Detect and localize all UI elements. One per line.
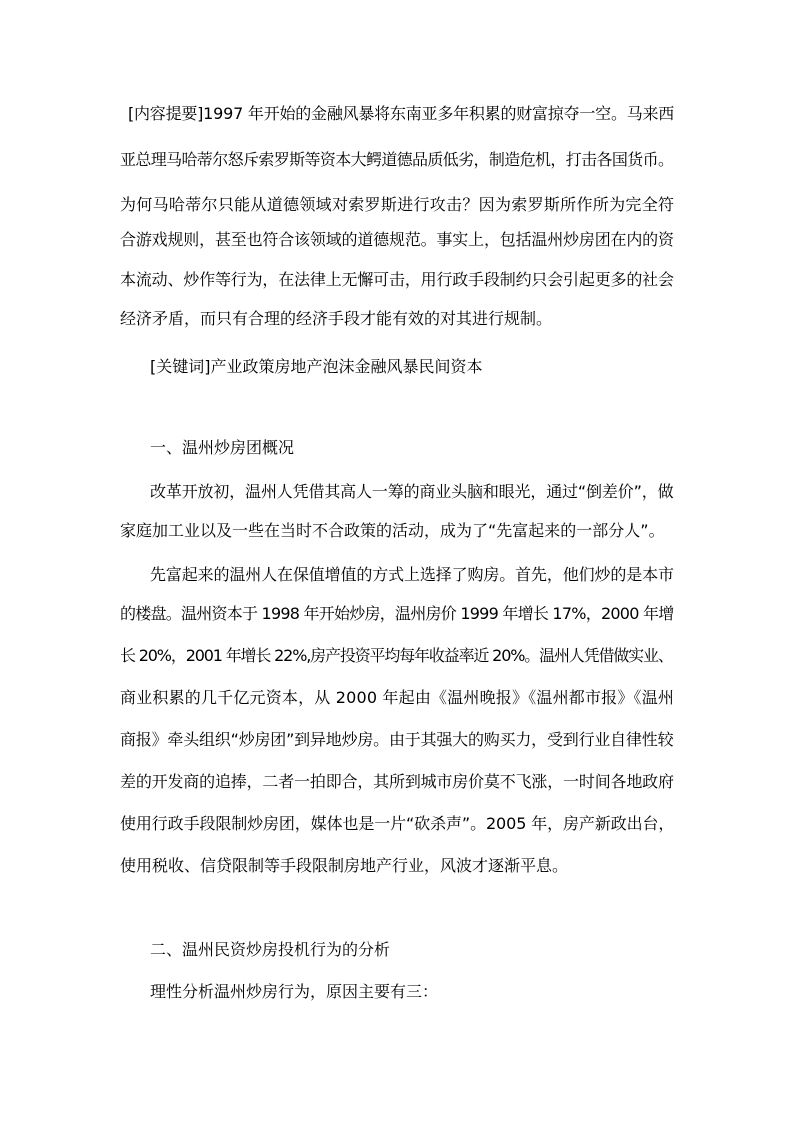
abstract-line: 亚总理马哈蒂尔怒斥索罗斯等资本大鳄道德品质低劣，制造危机，打击各国货币。 [120,150,674,169]
abstract-line: [内容提要]1997 年开始的金融风暴将东南亚多年积累的财富掠夺一空。马来西 [128,104,675,123]
paragraph-line: 长 20%，2001 年增长 22%,房产投资平均每年收益率近 20%。温州人凭借做实业、 [120,646,673,665]
section-heading: 一、温州炒房团概况 [150,438,295,457]
abstract-line: 本流动、炒作等行为，在法律上无懈可击，用行政手段制约只会引起更多的社会 [120,270,674,289]
paragraph-line: 商业积累的几千亿元资本，从 2000 年起由《温州晚报》《温州都市报》《温州 [120,688,675,707]
paragraph-line: 差的开发商的追捧，二者一拍即合，其所到城市房价莫不飞涨，一时间各地政府 [120,772,674,791]
paragraph-line: 的楼盘。温州资本于 1998 年开始炒房，温州房价 1999 年增长 17%，2000 年增 [120,604,674,623]
paragraph-line: 使用行政手段限制炒房团，媒体也是一片“砍杀声”。2005 年，房产新政出台， [120,814,675,833]
abstract-line: 为何马哈蒂尔只能从道德领域对索罗斯进行攻击？因为索罗斯所作所为完全符 [120,195,675,214]
section-heading: 二、温州民资炒房投机行为的分析 [150,940,391,959]
paragraph-line: 家庭加工业以及一些在当时不合政策的活动，成为了“先富起来的一部分人”。 [120,521,665,540]
abstract-line: 经济矛盾，而只有合理的经济手段才能有效的对其进行规制。 [120,309,553,328]
paragraph-line: 使用税收、信贷限制等手段限制房地产行业，风波才逐渐平息。 [120,856,569,875]
paragraph-line: 商报》牵头组织“炒房团”到异地炒房。由于其强大的购买力，受到行业自律性较 [120,730,674,749]
keywords: [关键词]产业政策房地产泡沫金融风暴民间资本 [150,357,483,376]
paragraph-line: 改革开放初，温州人凭借其高人一筹的商业头脑和眼光，通过“倒差价”，做 [150,482,674,501]
paragraph-line: 先富起来的温州人在保值增值的方式上选择了购房。首先，他们炒的是本市 [150,565,674,584]
abstract-line: 合游戏规则，甚至也符合该领域的道德规范。事实上，包括温州炒房团在内的资 [120,230,674,249]
paragraph-line: 理性分析温州炒房行为，原因主要有三： [150,982,439,1001]
